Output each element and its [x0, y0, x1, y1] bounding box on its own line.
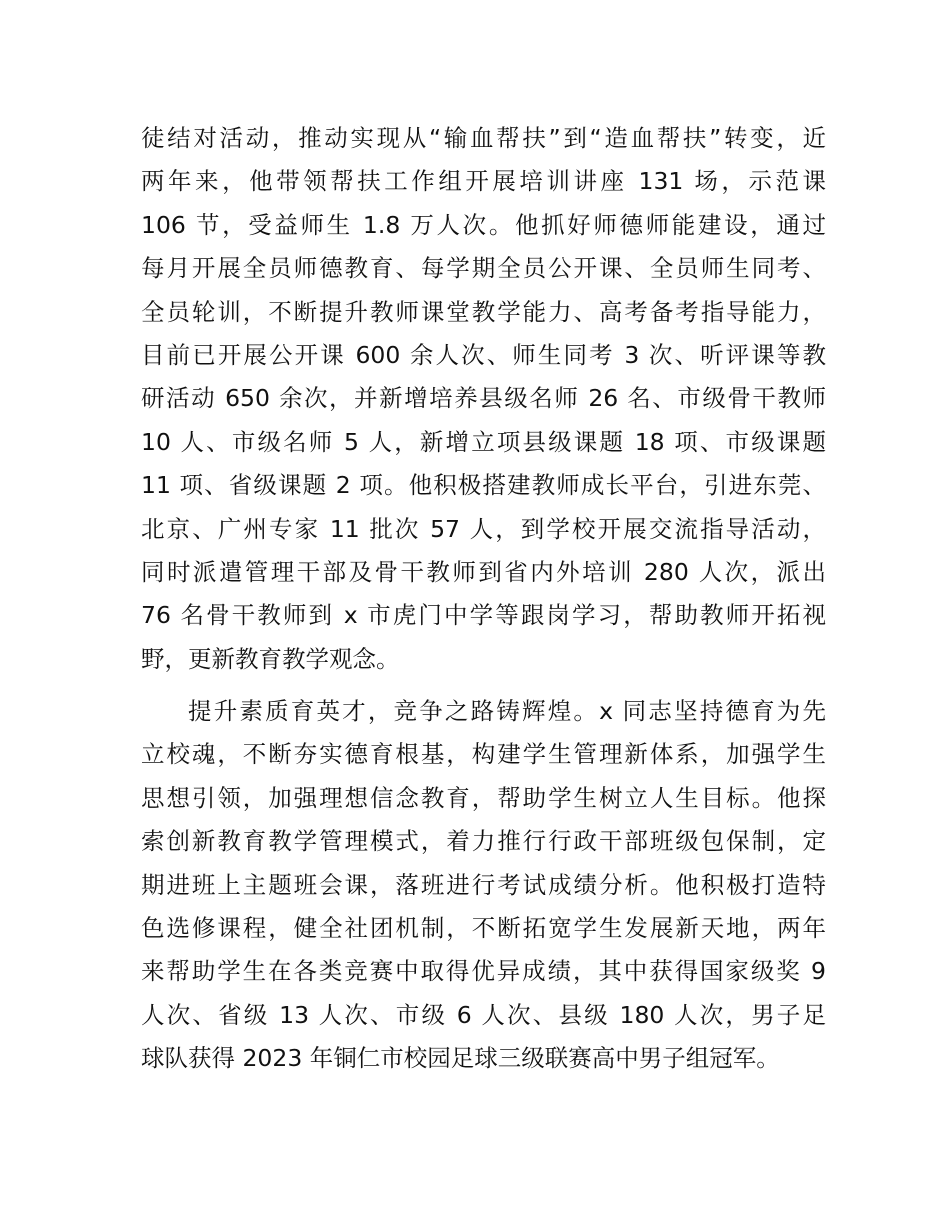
paragraph-2	[141, 690, 826, 1081]
paragraph-line: 每月开展全员师德教育、每学期全员公开课、全员师生同考、	[141, 254, 826, 283]
paragraph-line: 同时派遣管理干部及骨干教师到省内外培训 280 人次，派出	[141, 557, 826, 586]
paragraph-line: 徒结对活动，推动实现从“输血帮扶”到“造血帮扶”转变，近	[141, 124, 826, 152]
paragraph-line: 野，更新教育教学观念。	[141, 644, 400, 673]
paragraph-line: 研活动 650 余次，并新增培养县级名师 26 名、市级骨干教师	[141, 384, 826, 413]
paragraph-line: 目前已开展公开课 600 余人次、师生同考 3 次、听评课等教	[141, 340, 826, 369]
paragraph-line: 提升素质育英才，竞争之路铸辉煌。x 同志坚持德育为先	[188, 697, 826, 725]
paragraph-line: 球队获得 2023 年铜仁市校园足球三级联赛高中男子组冠军。	[141, 1044, 780, 1073]
paragraph-line: 北京、广州专家 11 批次 57 人，到学校开展交流指导活动，	[141, 514, 826, 543]
paragraph-line: 76 名骨干教师到 x 市虎门中学等跟岗学习，帮助教师开拓视	[141, 601, 826, 630]
paragraph-line: 立校魂，不断夯实德育根基，构建学生管理新体系，加强学生	[141, 740, 826, 769]
paragraph-line: 索创新教育教学管理模式，着力推行行政干部班级包保制，定	[141, 827, 826, 856]
paragraph-line: 思想引领，加强理想信念教育，帮助学生树立人生目标。他探	[141, 783, 826, 812]
paragraph-line: 期进班上主题班会课，落班进行考试成绩分析。他积极打造特	[141, 870, 826, 899]
paragraph-line: 两年来，他带领帮扶工作组开展培训讲座 131 场，示范课	[141, 167, 826, 196]
paragraph-line: 10 人、市级名师 5 人，新增立项县级课题 18 项、市级课题	[141, 427, 826, 456]
paragraph-line: 来帮助学生在各类竞赛中取得优异成绩，其中获得国家级奖 9	[141, 957, 826, 986]
paragraph-line: 人次、省级 13 人次、市级 6 人次、县级 180 人次，男子足	[141, 1000, 826, 1029]
paragraph-line: 11 项、省级课题 2 项。他积极搭建教师成长平台，引进东莞、	[141, 471, 826, 500]
paragraph-line: 106 节，受益师生 1.8 万人次。他抓好师德师能建设，通过	[141, 210, 826, 239]
paragraph-line: 色选修课程，健全社团机制，不断拓宽学生发展新天地，两年	[141, 913, 826, 942]
paragraph-line: 全员轮训，不断提升教师课堂教学能力、高考备考指导能力，	[141, 297, 826, 326]
paragraph-1	[141, 117, 826, 681]
